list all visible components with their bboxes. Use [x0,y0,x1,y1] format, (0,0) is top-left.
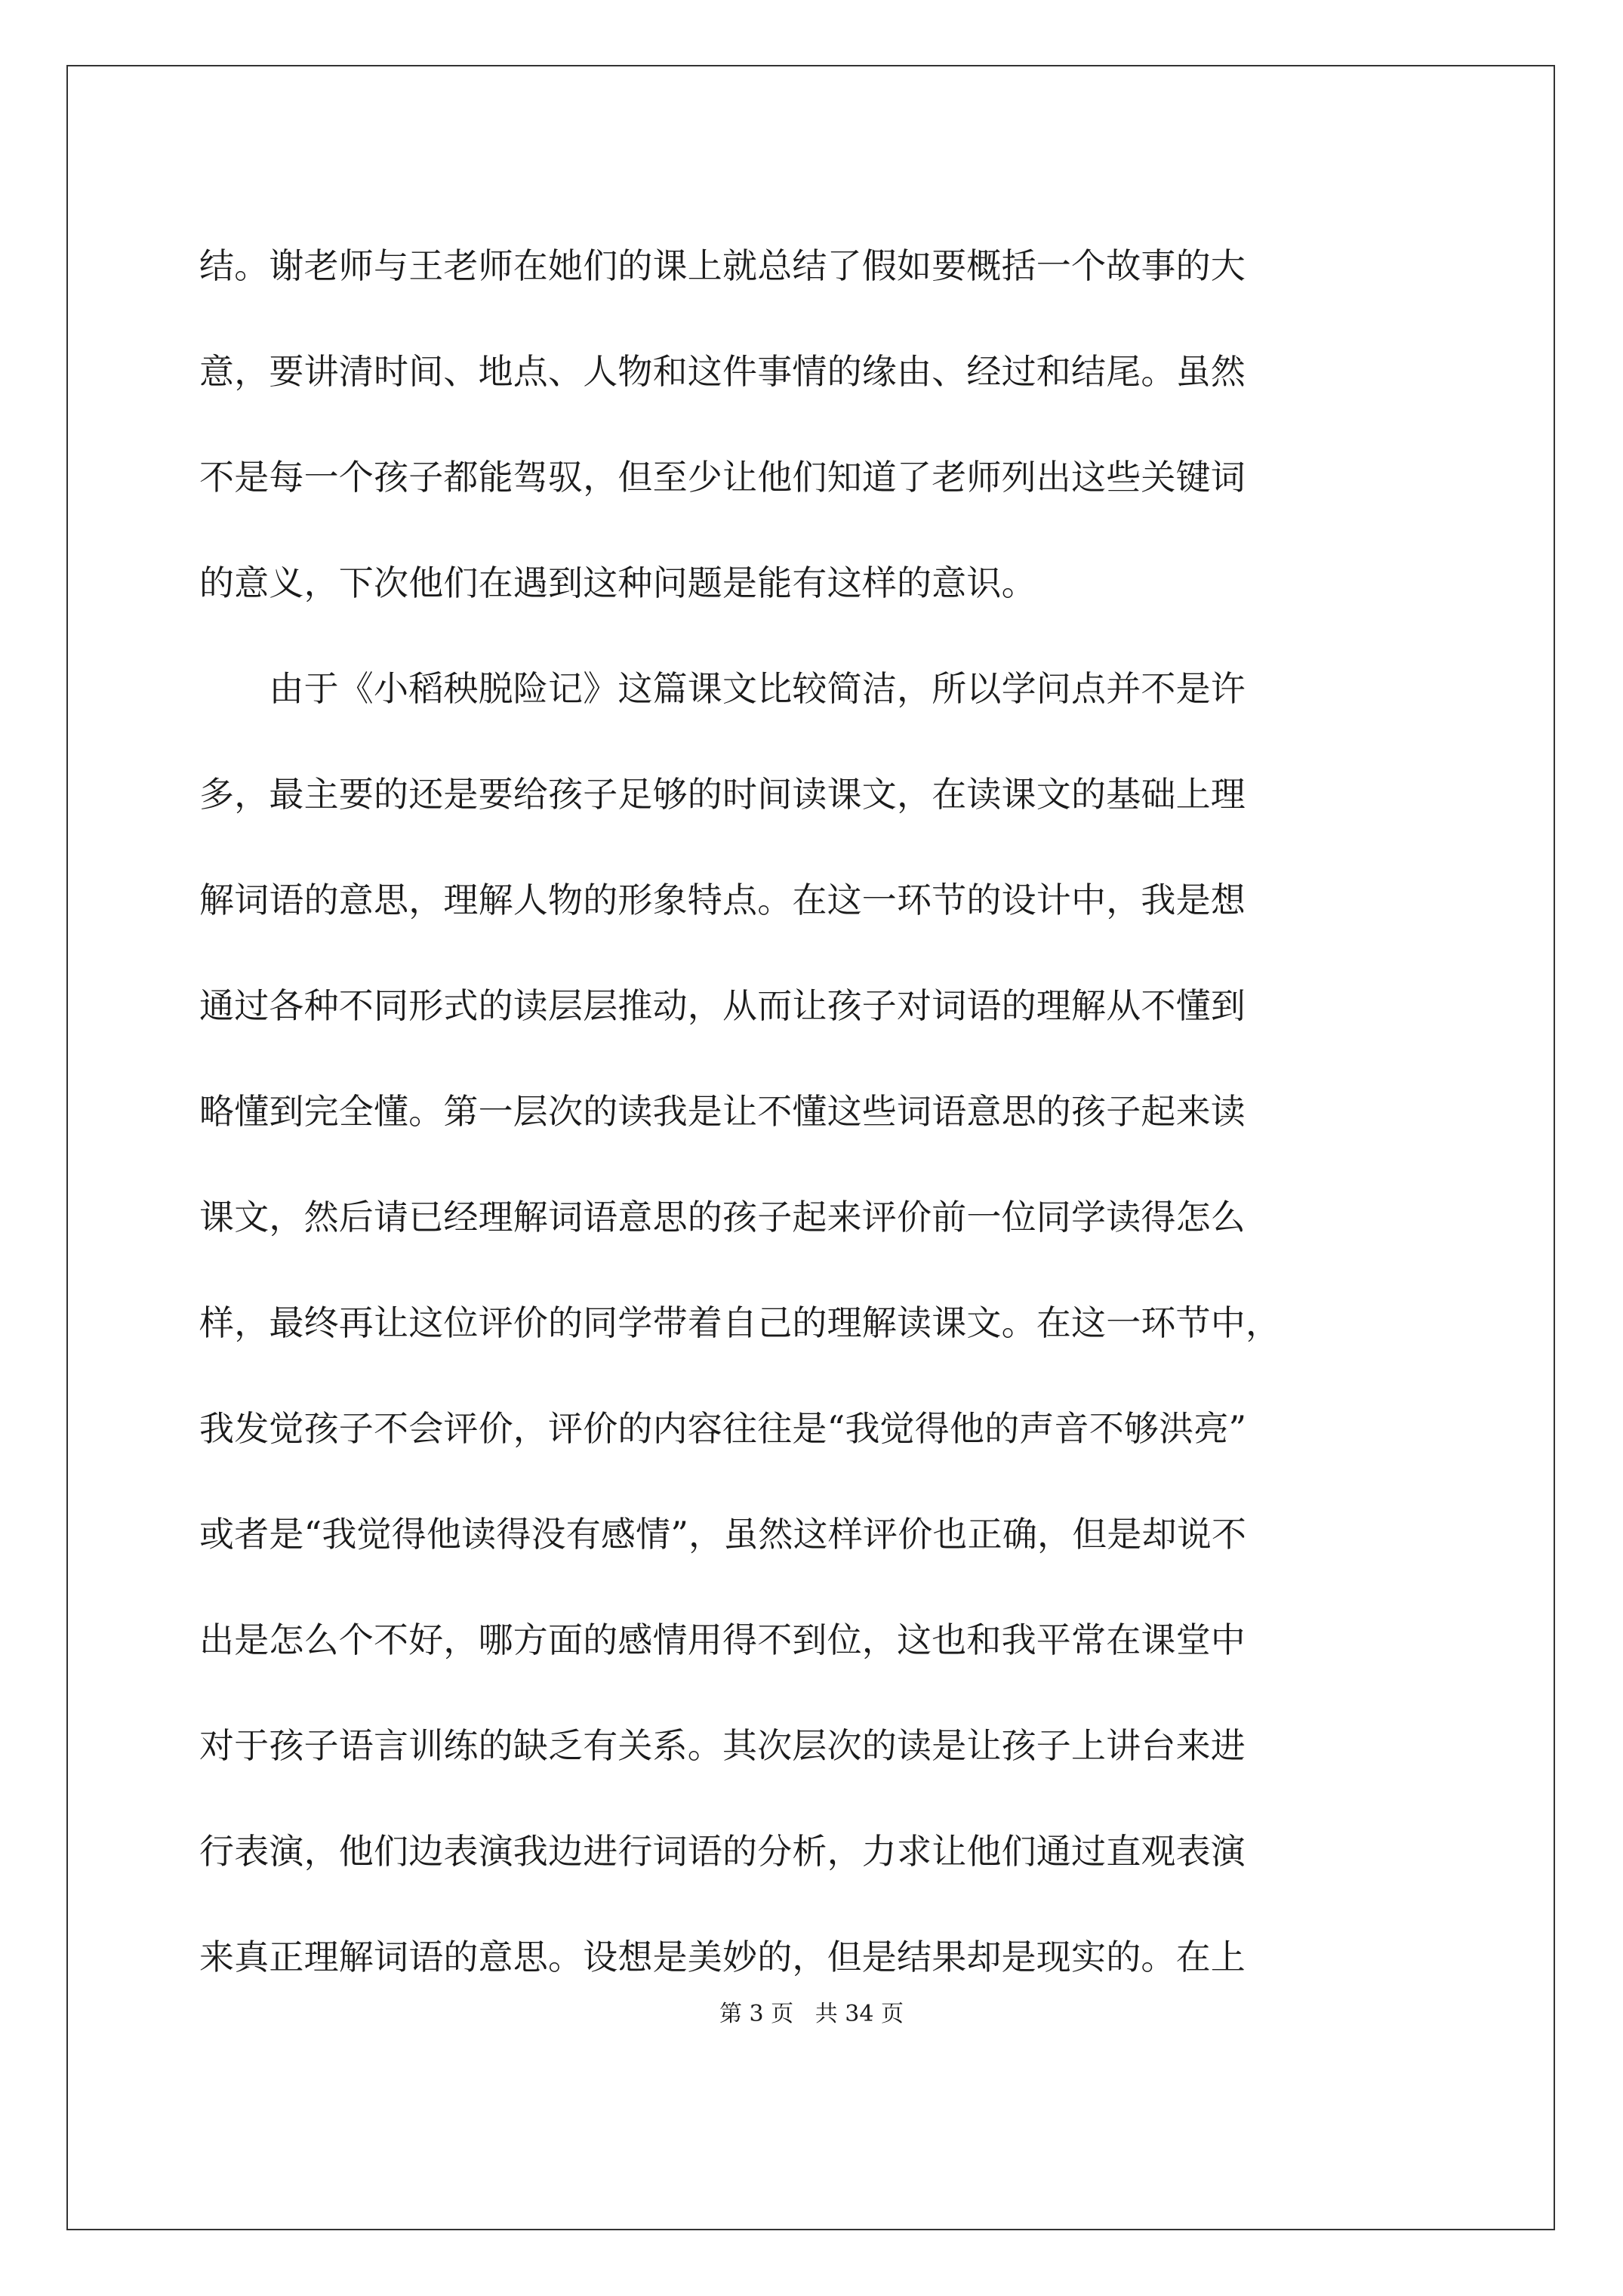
text-line: 略懂到完全懂。第一层次的读我是让不懂这些词语意思的孩子起来读 [199,1091,1246,1132]
text-line: 课文，然后请已经理解词语意思的孩子起来评价前一位同学读得怎么 [199,1197,1246,1237]
body-text [199,213,1422,2010]
text-line: 意，要讲清时间、地点、人物和这件事情的缘由、经过和结尾。虽然 [199,351,1246,392]
text-line: 来真正理解词语的意思。设想是美妙的，但是结果却是现实的。在上 [199,1937,1246,1977]
page-number-footer: 第 3 页 共 34 页 [719,2001,904,2027]
text-line: 我发觉孩子不会评价，评价的内容往往是“我觉得他的声音不够洪亮” [199,1408,1247,1449]
text-line: 由于《小稻秧脱险记》这篇课文比较简洁，所以学问点并不是许 [199,668,1246,709]
text-line: 结。谢老师与王老师在她们的课上就总结了假如要概括一个故事的大 [199,245,1246,286]
text-line: 的意义，下次他们在遇到这种问题是能有这样的意识。 [199,562,1036,603]
text-line: 不是每一个孩子都能驾驭，但至少让他们知道了老师列出这些关键词 [199,457,1246,498]
text-line: 行表演，他们边表演我边进行词语的分析，力求让他们通过直观表演 [199,1831,1246,1872]
text-line: 对于孩子语言训练的缺乏有关系。其次层次的读是让孩子上讲台来进 [199,1725,1246,1766]
text-line: 多，最主要的还是要给孩子足够的时间读课文，在读课文的基础上理 [199,774,1246,815]
text-line: 出是怎么个不好，哪方面的感情用得不到位，这也和我平常在课堂中 [199,1620,1246,1660]
text-line: 样，最终再让这位评价的同学带着自己的理解读课文。在这一环节中， [199,1302,1281,1343]
text-line: 或者是“我觉得他读得没有感情”，虽然这样评价也正确，但是却说不 [199,1514,1247,1555]
text-line: 通过各种不同形式的读层层推动，从而让孩子对词语的理解从不懂到 [199,985,1246,1026]
text-line: 解词语的意思，理解人物的形象特点。在这一环节的设计中，我是想 [199,880,1246,920]
